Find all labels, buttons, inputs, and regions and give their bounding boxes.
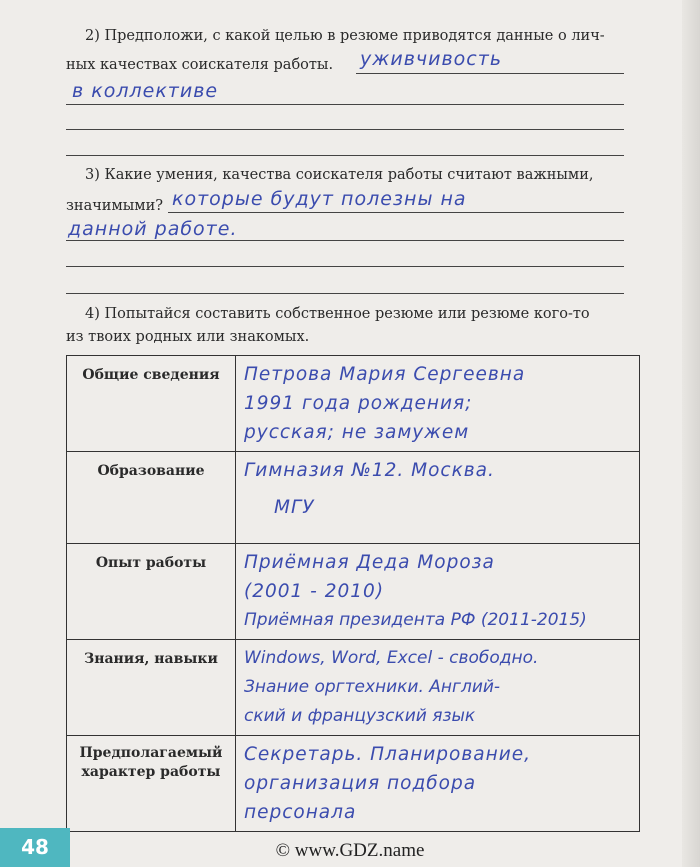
answer-line: [66, 293, 624, 294]
answer-text: персонала: [244, 802, 357, 823]
table-row: [67, 452, 640, 544]
q3-answer-line1: которые будут полезны на: [172, 188, 467, 210]
table-row: [67, 544, 640, 640]
q2-answer-line2: в коллективе: [72, 80, 219, 102]
answer-text: Секретарь. Планирование,: [244, 744, 531, 765]
resume-table: [66, 355, 640, 832]
q2-text-line1: 2) Предположи, с какой целью в резюме приводятся данные о лич-: [85, 28, 605, 44]
answer-text: Знание оргтехники. Англий-: [244, 677, 501, 697]
answer-line: [66, 104, 624, 105]
answer-line: [66, 155, 624, 156]
page-number: 48: [0, 828, 70, 867]
row-answer: [236, 736, 640, 832]
table-row: [67, 640, 640, 736]
page-edge: [682, 0, 700, 867]
q3-text-line1: 3) Какие умения, качества соискателя работы считают важными,: [85, 167, 594, 183]
answer-line: [66, 129, 624, 130]
footer-watermark: © www.GDZ.name: [275, 840, 425, 861]
answer-text: 1991 года рождения;: [244, 393, 473, 414]
answer-text: Windows, Word, Excel - свободно.: [244, 648, 539, 668]
answer-text: (2001 - 2010): [244, 581, 385, 602]
answer-text: русская; не замужем: [244, 422, 470, 443]
answer-text: Приёмная Деда Мороза: [244, 552, 495, 573]
q3-answer-line2: данной работе.: [68, 218, 238, 240]
answer-line: [66, 240, 624, 241]
table-row: [67, 356, 640, 452]
answer-line: [168, 212, 624, 213]
row-label: Образование: [67, 452, 236, 544]
q4-text-line1: 4) Попытайся составить собственное резюме или резюме кого-то: [85, 306, 590, 322]
answer-text: Приёмная президента РФ (2011-2015): [244, 610, 587, 630]
row-answer: [236, 544, 640, 640]
q3-text-line2: значимыми?: [66, 198, 164, 214]
answer-text: Петрова Мария Сергеевна: [244, 364, 526, 385]
row-answer: [236, 356, 640, 452]
answer-text: ский и французский язык: [244, 706, 476, 726]
answer-text: организация подбора: [244, 773, 477, 794]
answer-line: [66, 266, 624, 267]
q2-answer-line1: уживчивость: [360, 48, 503, 70]
answer-line: [356, 73, 624, 74]
q4-text-line2: из твоих родных или знакомых.: [66, 329, 310, 345]
row-label: Опыт работы: [67, 544, 236, 640]
row-label: Знания, навыки: [67, 640, 236, 736]
row-label: Предполагаемый характер работы: [67, 736, 236, 832]
answer-text: МГУ: [274, 497, 315, 518]
row-label: Общие сведения: [67, 356, 236, 452]
row-answer: [236, 640, 640, 736]
q2-text-line2: ных качествах соискателя работы.: [66, 57, 334, 73]
answer-text: Гимназия №12. Москва.: [244, 460, 495, 481]
row-answer: [236, 452, 640, 544]
table-row: [67, 736, 640, 832]
